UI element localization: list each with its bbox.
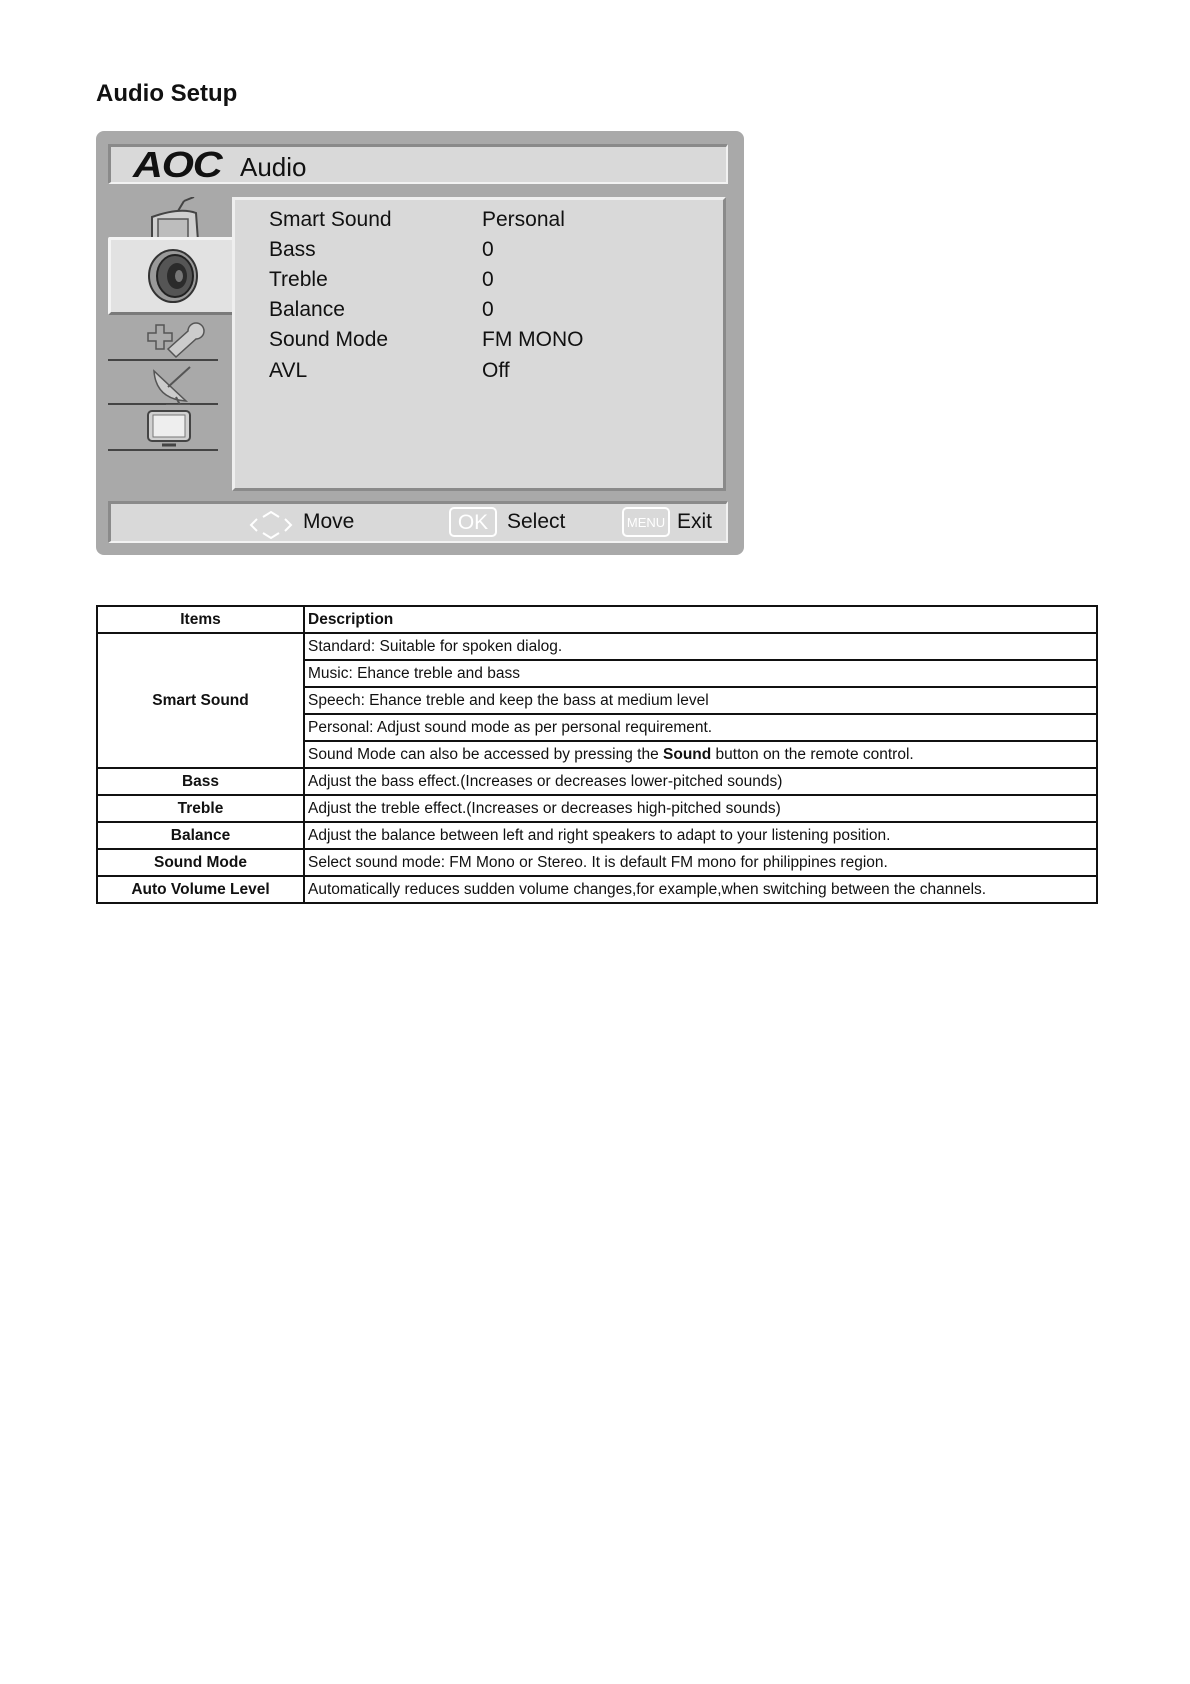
- move-label: Move: [303, 510, 355, 533]
- description-header: Description: [304, 606, 1097, 633]
- audio-osd-menu: [96, 131, 744, 555]
- table-row: [97, 768, 1097, 795]
- description-cell: Adjust the treble effect.(Increases or decreases high-pitched sounds): [304, 795, 1097, 822]
- item-cell: Balance: [97, 822, 304, 849]
- menu-item-label: Balance: [269, 298, 345, 321]
- menu-item-label: Smart Sound: [269, 208, 392, 231]
- speaker-icon[interactable]: [108, 237, 234, 315]
- item-cell: Bass: [97, 768, 304, 795]
- description-cell: Standard: Suitable for spoken dialog.: [304, 633, 1097, 660]
- table-row: [97, 795, 1097, 822]
- table-row: [97, 849, 1097, 876]
- navigate-arrows-icon: [249, 511, 293, 539]
- table-row: [97, 633, 1097, 660]
- description-cell: Adjust the balance between left and right speakers to adapt to your listening position.: [304, 822, 1097, 849]
- menu-item-label: AVL: [269, 359, 308, 382]
- menu-item-value: 0: [482, 268, 494, 291]
- description-cell: [304, 741, 1097, 768]
- menu-item-sound-mode[interactable]: [269, 328, 709, 358]
- satellite-icon[interactable]: [108, 361, 218, 405]
- menu-item-treble[interactable]: [269, 268, 709, 298]
- menu-key[interactable]: MENU: [622, 507, 670, 537]
- menu-item-value: 0: [482, 238, 494, 261]
- menu-item-value: FM MONO: [482, 328, 584, 351]
- tools-icon[interactable]: [108, 317, 218, 361]
- monitor-icon[interactable]: [108, 407, 218, 451]
- description-cell: Automatically reduces sudden volume changes,for example,when switching between the channels.: [304, 876, 1097, 903]
- menu-item-avl[interactable]: [269, 359, 709, 389]
- item-cell: Auto Volume Level: [97, 876, 304, 903]
- osd-settings-panel: [232, 197, 726, 491]
- description-cell: Speech: Ehance treble and keep the bass at medium level: [304, 687, 1097, 714]
- aoc-logo: AOC: [133, 144, 222, 185]
- description-cell: Music: Ehance treble and bass: [304, 660, 1097, 687]
- description-cell: Adjust the bass effect.(Increases or decreases lower-pitched sounds): [304, 768, 1097, 795]
- menu-item-label: Sound Mode: [269, 328, 389, 351]
- osd-side-menu: [108, 197, 220, 467]
- menu-item-value: Personal: [482, 208, 565, 231]
- osd-title: Audio: [240, 152, 307, 182]
- menu-item-smart-sound[interactable]: [269, 208, 709, 238]
- select-label: Select: [507, 510, 566, 533]
- table-row: [97, 822, 1097, 849]
- menu-item-value: 0: [482, 298, 494, 321]
- osd-header: [108, 144, 728, 184]
- menu-item-balance[interactable]: [269, 298, 709, 328]
- item-cell: Smart Sound: [97, 633, 304, 768]
- table-header-row: [97, 606, 1097, 633]
- audio-settings-table: [96, 605, 1098, 904]
- menu-item-label: Bass: [269, 238, 316, 261]
- description-cell: Personal: Adjust sound mode as per personal requirement.: [304, 714, 1097, 741]
- items-header: Items: [97, 606, 304, 633]
- note-prefix: Sound Mode can also be accessed by pressing the: [308, 745, 664, 763]
- note-bold: Sound: [663, 745, 712, 763]
- exit-label: Exit: [677, 510, 713, 533]
- menu-item-value: Off: [482, 359, 510, 382]
- ok-key[interactable]: OK: [449, 507, 497, 537]
- item-cell: Sound Mode: [97, 849, 304, 876]
- tv-icon[interactable]: [108, 197, 218, 241]
- menu-item-bass[interactable]: [269, 238, 709, 268]
- section-title: Audio Setup: [96, 80, 238, 107]
- note-suffix: button on the remote control.: [711, 745, 914, 763]
- table-row: [97, 876, 1097, 903]
- menu-item-label: Treble: [269, 268, 328, 291]
- item-cell: Treble: [97, 795, 304, 822]
- osd-footer: [108, 501, 728, 543]
- description-cell: Select sound mode: FM Mono or Stereo. It is default FM mono for philippines region.: [304, 849, 1097, 876]
